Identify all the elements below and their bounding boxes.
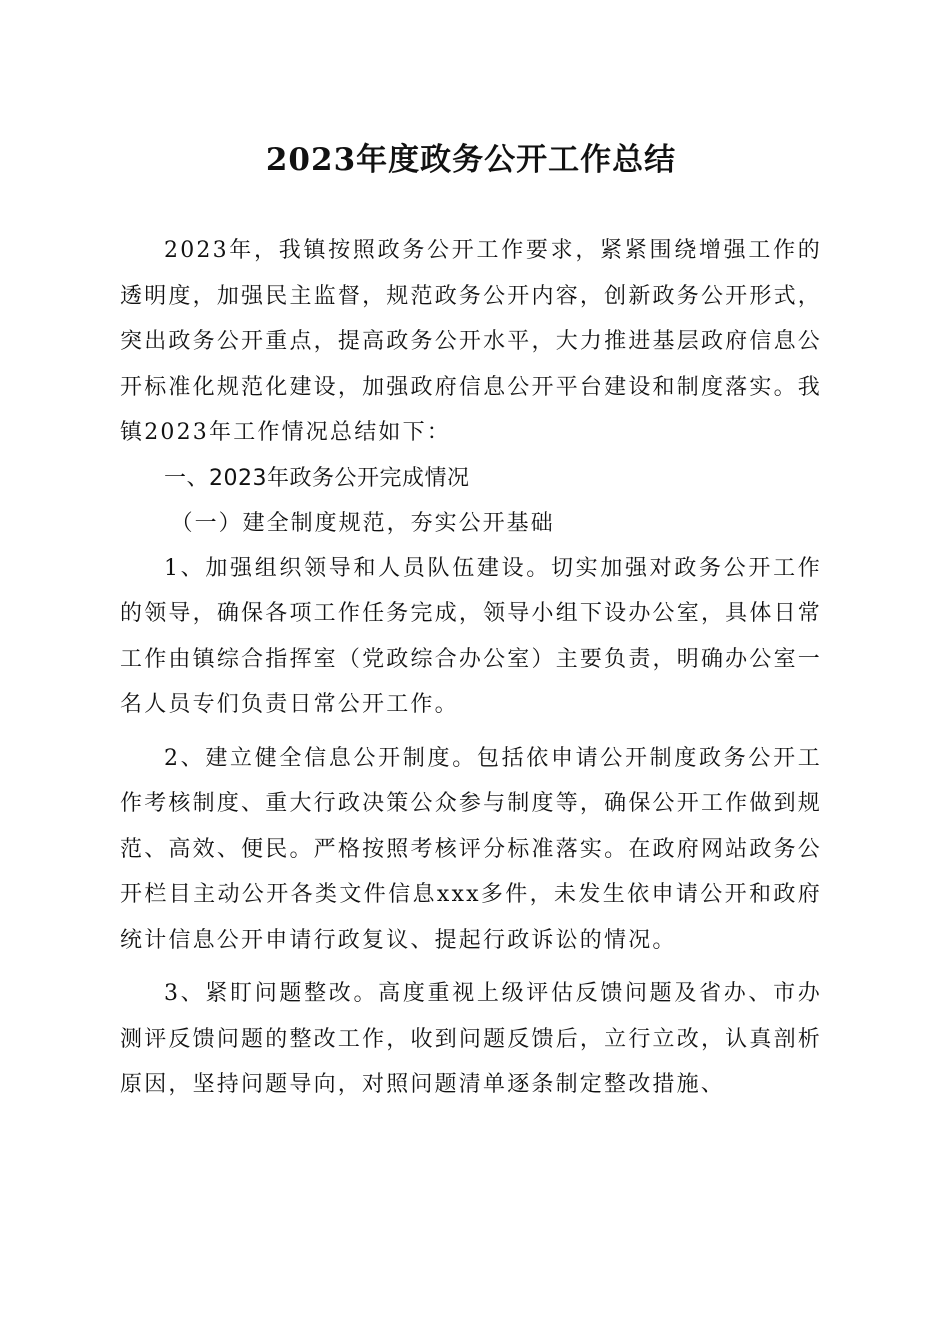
- document-page: [120, 0, 822, 1344]
- intro-paragraph: 2023年，我镇按照政务公开工作要求，紧紧围绕增强工作的透明度，加强民主监督，规范政务公开内容，创新政务公开形式，突出政务公开重点，提高政务公开水平，大力推进基层政府信息公开标准化规范化建设，加强政府信息公开平台建设和制度落实。我镇2023年工作情况总结如下：: [120, 238, 822, 445]
- section-heading-1: 一、2023年政务公开完成情况: [164, 465, 470, 491]
- paragraph-item-1: 1、加强组织领导和人员队伍建设。切实加强对政务公开工作的领导，确保各项工作任务完成，领导小组下设办公室，具体日常工作由镇综合指挥室（党政综合办公室）主要负责，明确办公室一名人员专们负责日常公开工作。: [120, 555, 822, 717]
- paragraph-item-3: 3、紧盯问题整改。高度重视上级评估反馈问题及省办、市办测评反馈问题的整改工作，收到问题反馈后，立行立改，认真剖析原因，坚持问题导向，对照问题清单逐条制定整改措施、: [120, 981, 822, 1097]
- subsection-heading-1: （一）建全制度规范，夯实公开基础: [170, 510, 555, 536]
- paragraph-item-2: 2、建立健全信息公开制度。包括依申请公开制度政务公开工作考核制度、重大行政决策公众参与制度等，确保公开工作做到规范、高效、便民。严格按照考核评分标准落实。在政府网站政务公开栏目主动公开各类文件信息xxx多件，未发生依申请公开和政府统计信息公开申请行政复议、提起行政诉讼的情况。: [120, 745, 822, 953]
- document-title: 2023年度政务公开工作总结: [265, 142, 677, 178]
- document-body: [120, 228, 822, 1108]
